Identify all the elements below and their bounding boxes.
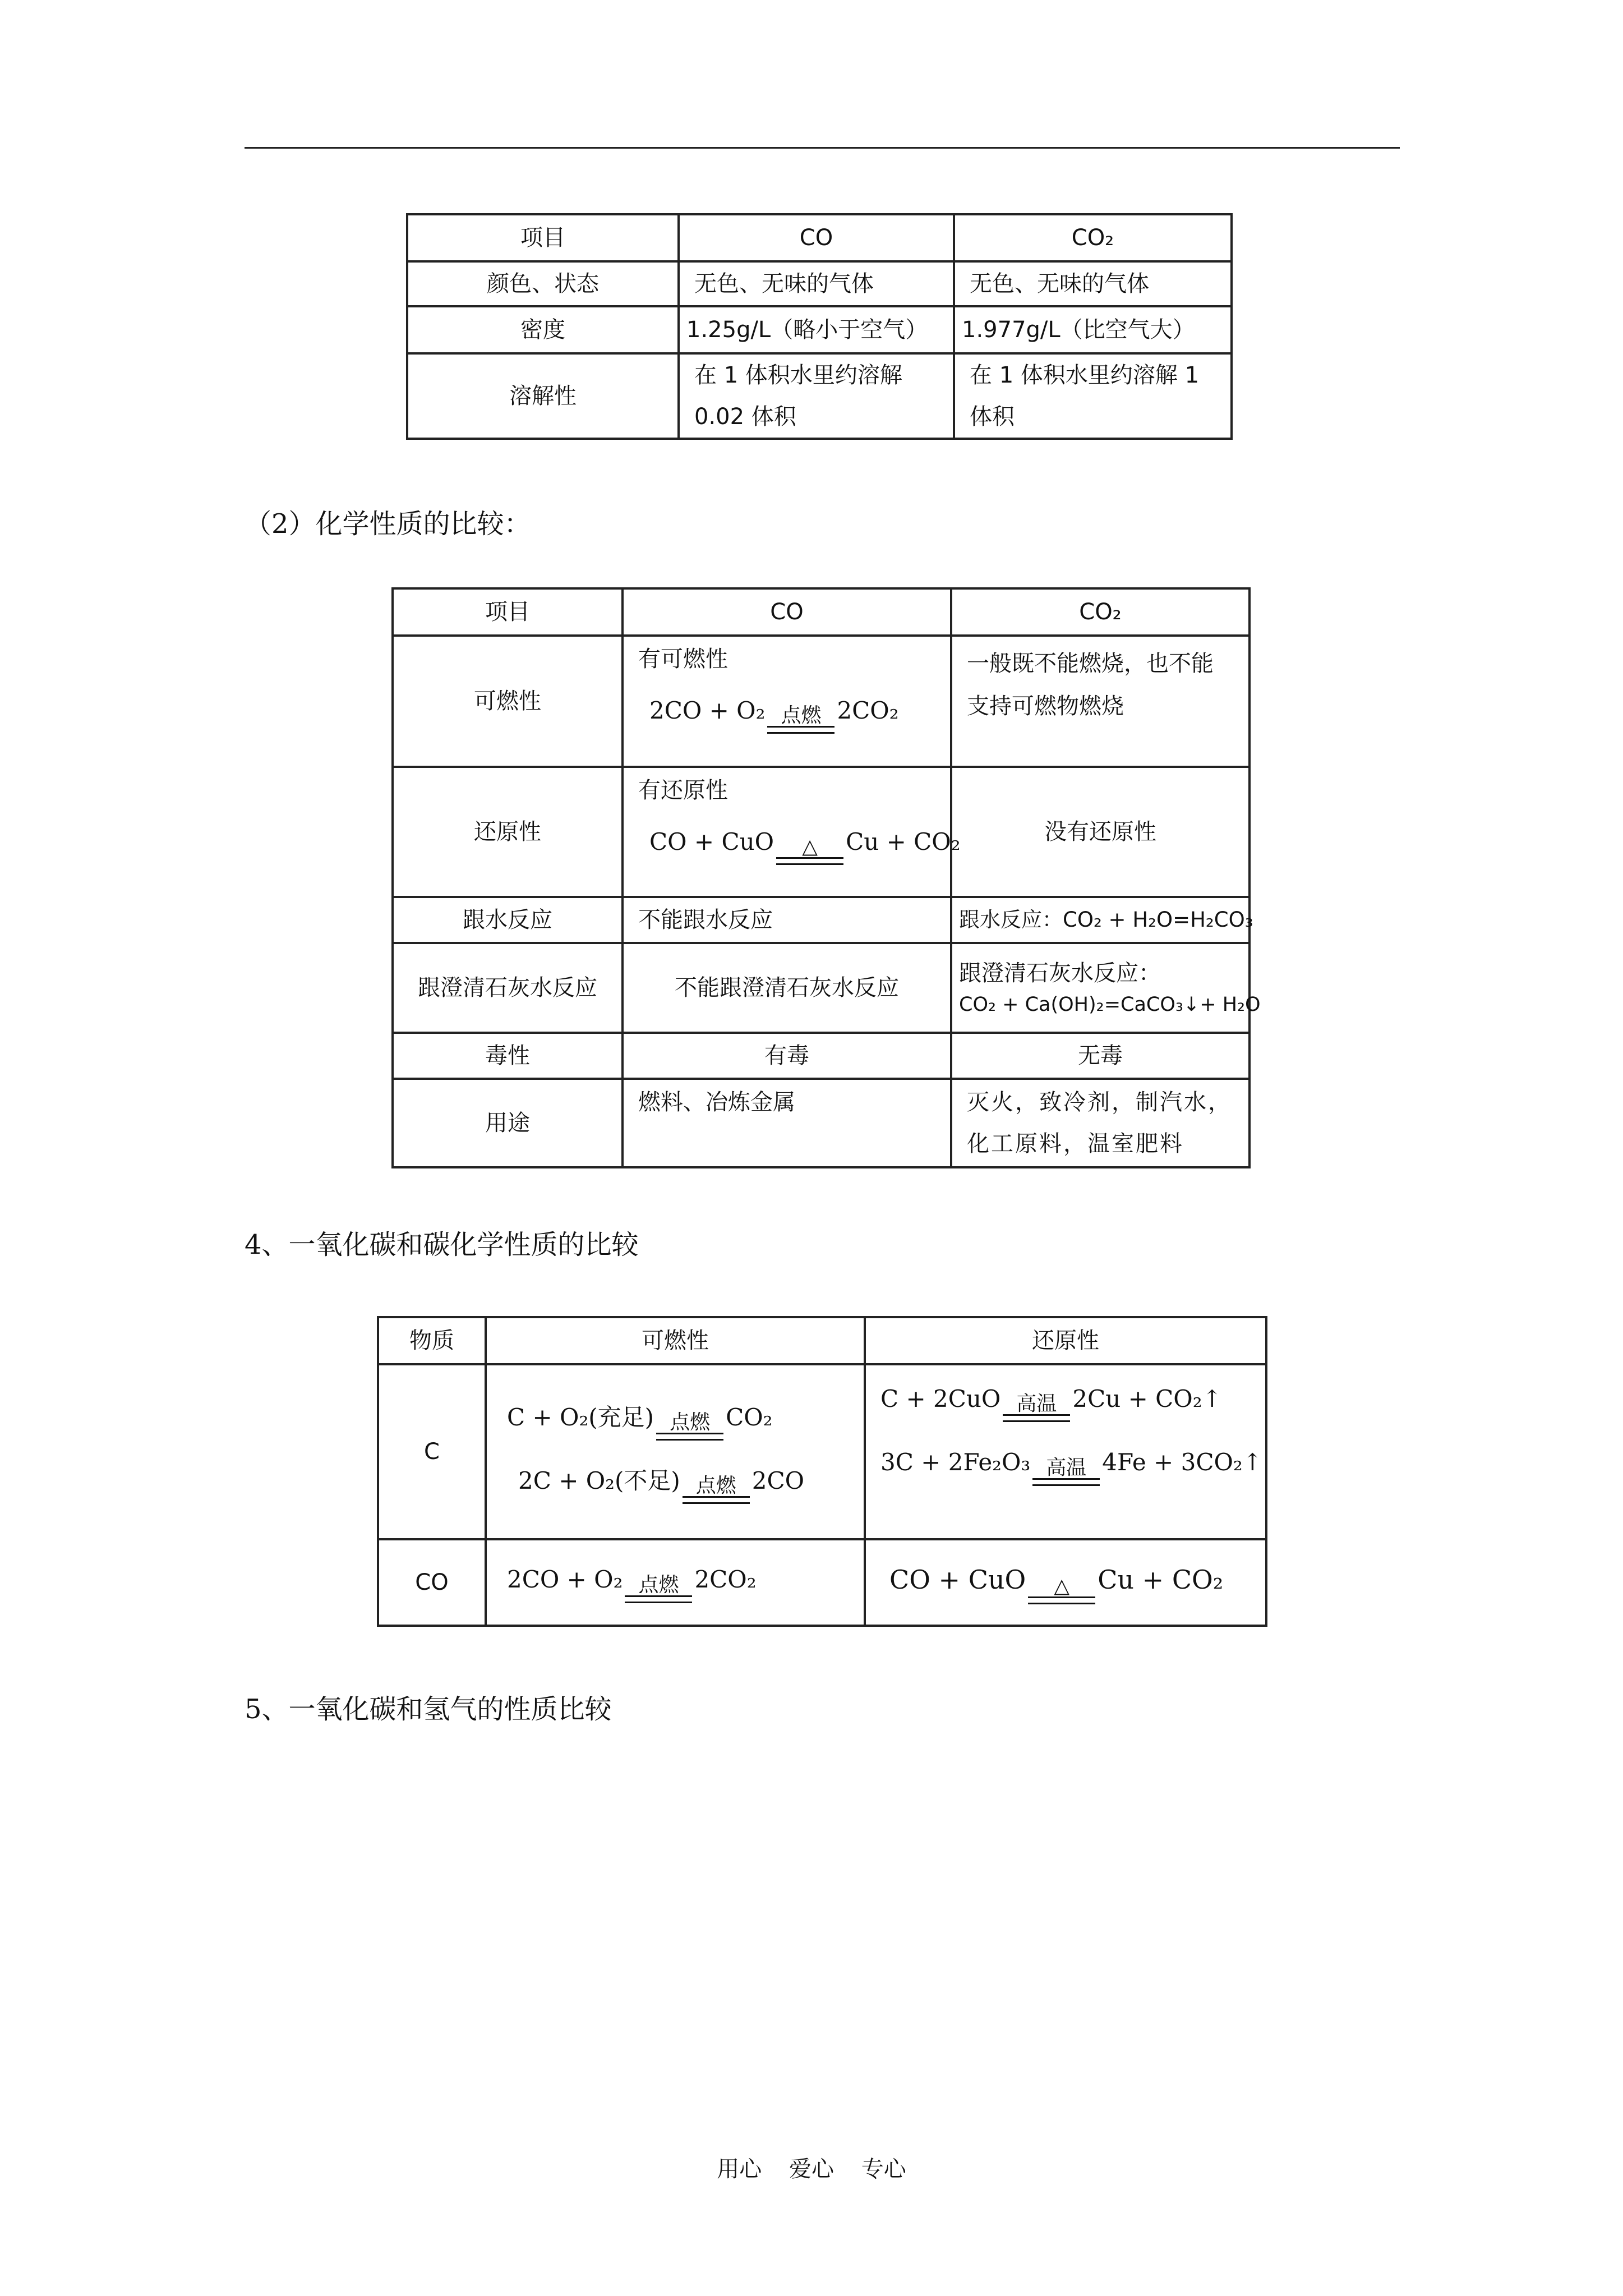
equation <box>638 693 935 734</box>
table-header-cell: 物质 <box>378 1317 486 1364</box>
cell-text: 跟澄清石灰水反应： <box>959 960 1161 986</box>
condition-label: 点燃 <box>670 1411 711 1434</box>
equation-products: 2CO₂ <box>694 1566 757 1594</box>
reaction-condition <box>767 706 834 734</box>
table-cell <box>865 1364 1266 1539</box>
equation-products: Cu + CO₂ <box>1098 1565 1224 1595</box>
equation-reactants: 2C + O₂(不足) <box>518 1467 680 1494</box>
condition-label: △ <box>802 835 818 859</box>
reaction-condition <box>776 837 843 865</box>
equation-products: 2CO <box>751 1467 805 1494</box>
reaction-condition <box>1028 1576 1095 1604</box>
equation-reactants: C + O₂(充足) <box>507 1403 654 1431</box>
equals-bars <box>1028 1596 1095 1604</box>
reaction-condition <box>625 1575 692 1603</box>
table-header-cell: CO <box>679 214 954 261</box>
table-cell: 1.25g/L（略小于空气） <box>679 306 954 353</box>
table-cell: 在 1 体积水里约溶解 1 体积 <box>954 353 1232 439</box>
co-vs-carbon-table <box>377 1316 1267 1627</box>
equation-products: 2CO₂ <box>837 697 899 724</box>
table-header-cell: CO₂ <box>954 214 1232 261</box>
row-label: 跟水反应 <box>393 897 623 943</box>
table-header-cell: 项目 <box>407 214 679 261</box>
section-heading-5: 5、一氧化碳和氢气的性质比较 <box>245 1694 612 1725</box>
table-cell: 无色、无味的气体 <box>679 261 954 306</box>
cell-text: 有可燃性 <box>638 646 728 672</box>
equation <box>501 1463 849 1504</box>
table-cell: 不能跟澄清石灰水反应 <box>623 943 951 1033</box>
table-cell: 无色、无味的气体 <box>954 261 1232 306</box>
equation <box>638 824 961 865</box>
table-cell <box>865 1539 1266 1626</box>
condition-label: 点燃 <box>638 1573 679 1596</box>
condition-label: 点燃 <box>695 1474 736 1498</box>
equals-bars <box>1032 1478 1100 1486</box>
table-cell <box>623 767 961 897</box>
section-heading-4: 4、一氧化碳和碳化学性质的比较 <box>245 1229 639 1260</box>
table-header-cell: 项目 <box>393 588 623 636</box>
equation-reactants: CO + CuO <box>889 1565 1026 1595</box>
table-cell <box>486 1539 865 1626</box>
equation-reactants: 3C + 2Fe₂O₃ <box>880 1448 1031 1476</box>
table-cell: 没有还原性 <box>951 767 1249 897</box>
row-label: 毒性 <box>393 1033 623 1079</box>
table-header-cell: CO <box>623 588 951 636</box>
equals-bars <box>683 1496 750 1504</box>
table-cell <box>951 943 1261 1033</box>
equation: CO₂ + Ca(OH)₂=CaCO₃↓+ H₂O <box>959 993 1261 1016</box>
equation-products: 2Cu + CO₂↑ <box>1072 1385 1222 1412</box>
equation <box>501 1400 849 1441</box>
table-cell: 跟水反应：CO₂ + H₂O=H₂CO₃ <box>951 897 1249 943</box>
table-cell: 灭火，致冷剂，制汽水，化工原料，温室肥料 <box>951 1079 1249 1167</box>
equation-products: CO₂ <box>726 1403 773 1431</box>
row-label: 用途 <box>393 1079 623 1167</box>
cell-text: 有还原性 <box>638 777 728 803</box>
equation-products: 4Fe + 3CO₂↑ <box>1102 1448 1262 1476</box>
header-rule <box>245 147 1400 149</box>
row-label: CO <box>378 1539 486 1626</box>
table-cell: 燃料、冶炼金属 <box>623 1079 951 1167</box>
row-label: 溶解性 <box>407 353 679 439</box>
table-cell: 有毒 <box>623 1033 951 1079</box>
page-footer: 用心 爱心 专心 <box>717 2156 906 2182</box>
row-label: C <box>378 1364 486 1539</box>
table-header-cell: 可燃性 <box>486 1317 865 1364</box>
equals-bars <box>776 857 843 865</box>
row-label: 还原性 <box>393 767 623 897</box>
table-cell: 一般既不能燃烧，也不能支持可燃物燃烧 <box>951 636 1249 767</box>
equals-bars <box>625 1595 692 1603</box>
chemical-properties-table <box>391 587 1261 1168</box>
row-label: 跟澄清石灰水反应 <box>393 943 623 1033</box>
equation-reactants: CO + CuO <box>649 828 774 855</box>
row-label: 可燃性 <box>393 636 623 767</box>
table-cell: 无毒 <box>951 1033 1249 1079</box>
table-cell: 在 1 体积水里约溶解 0.02 体积 <box>679 353 954 439</box>
physical-properties-table <box>406 213 1233 440</box>
row-label: 密度 <box>407 306 679 353</box>
reaction-condition <box>683 1476 750 1504</box>
section-heading-chemical: （2）化学性质的比较： <box>245 508 531 540</box>
reaction-condition <box>1003 1394 1070 1422</box>
table-cell <box>623 636 951 767</box>
reaction-condition <box>1032 1458 1100 1486</box>
equation-reactants: 2CO + O₂ <box>507 1566 623 1594</box>
equation <box>880 1381 1251 1422</box>
equation-reactants: 2CO + O₂ <box>649 697 766 724</box>
equation <box>880 1444 1262 1485</box>
equation-products: Cu + CO₂ <box>846 828 961 855</box>
equation-reactants: C + 2CuO <box>880 1385 1001 1412</box>
row-label: 颜色、状态 <box>407 261 679 306</box>
equals-bars <box>656 1433 723 1441</box>
reaction-condition <box>656 1412 723 1441</box>
table-header-cell: 还原性 <box>865 1317 1266 1364</box>
table-header-cell: CO₂ <box>951 588 1249 636</box>
table-cell: 1.977g/L（比空气大） <box>954 306 1232 353</box>
condition-label: 高温 <box>1016 1392 1057 1416</box>
equals-bars <box>1003 1414 1070 1422</box>
condition-label: 点燃 <box>781 704 822 728</box>
equation <box>880 1561 1251 1604</box>
table-cell: 不能跟水反应 <box>623 897 951 943</box>
condition-label: △ <box>1054 1574 1070 1598</box>
table-cell <box>486 1364 865 1539</box>
equation <box>501 1562 849 1603</box>
condition-label: 高温 <box>1046 1456 1087 1479</box>
equals-bars <box>767 726 834 734</box>
